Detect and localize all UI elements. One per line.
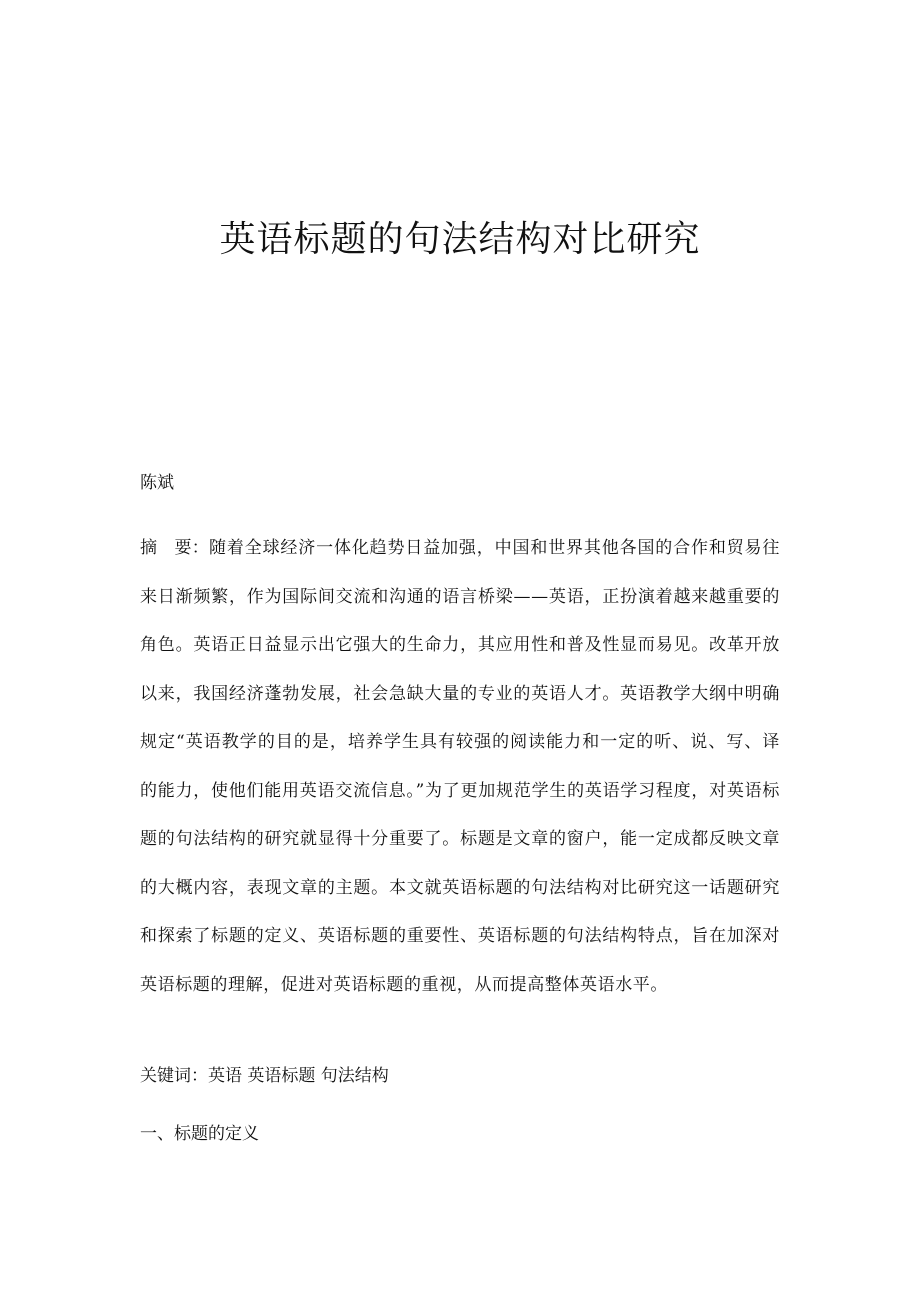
- abstract-paragraph: [140, 524, 780, 1009]
- author-name: 陈斌: [140, 473, 174, 493]
- abstract-label: 摘 要：: [140, 538, 210, 558]
- keywords-list: 英语 英语标题 句法结构: [208, 1066, 389, 1086]
- document-title: 英语标题的句法结构对比研究: [219, 219, 701, 260]
- section-heading: 一、标题的定义: [140, 1124, 259, 1144]
- abstract-text: 随着全球经济一体化趋势日益加强，中国和世界其他各国的合作和贸易往来日渐频繁，作为国际间交流和沟通的语言桥梁——英语，正扮演着越来越重要的角色。英语正日益显示出它强大的生命力，其应用性和普及性显而易见。改革开放以来，我国经济蓬勃发展，社会急缺大量的专业的英语人才。英语教学大纲中明确规定“英语教学的目的是，培养学生具有较强的阅读能力和一定的听、说、写、译的能力，使他们能用英语交流信息。”为了更加规范学生的英语学习程度，对英语标题的句法结构的研究就显得十分重要了。标题是文章的窗户，能一定成都反映文章的大概内容，表现文章的主题。本文就英语标题的句法结构对比研究这一话题研究和探索了标题的定义、英语标题的重要性、英语标题的句法结构特点，旨在加深对英语标题的理解，促进对英语标题的重视，从而提高整体英语水平。: [140, 538, 781, 995]
- keywords-label: 关键词：: [140, 1066, 208, 1086]
- keywords-line: [140, 1063, 389, 1089]
